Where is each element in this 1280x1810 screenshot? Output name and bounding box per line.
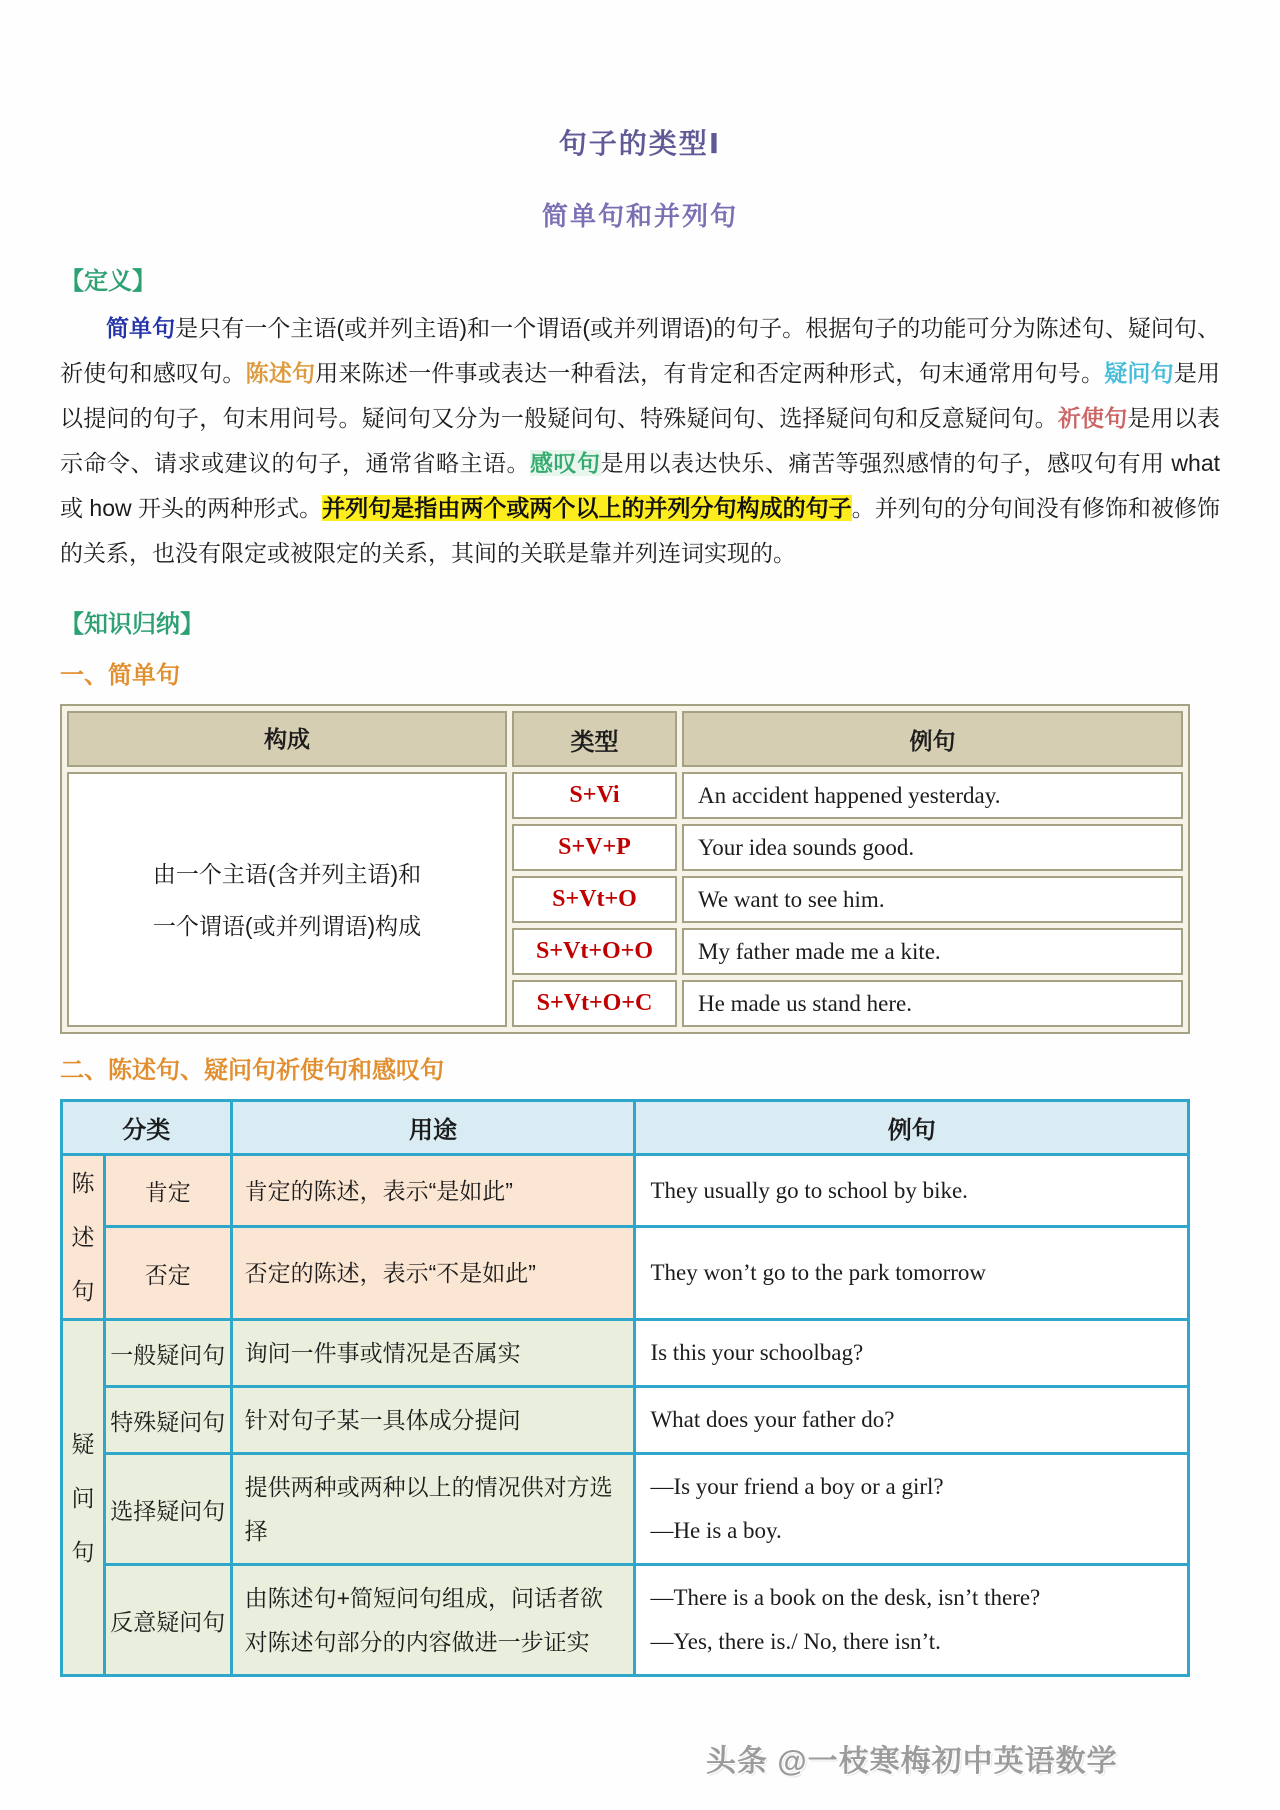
table-header-row (62, 1101, 1189, 1155)
column-header-usage: 用途 (231, 1101, 635, 1155)
page-subtitle: 简单句和并列句 (541, 201, 738, 231)
definition-text: 是用以表达快乐、痛苦等强烈感情的句子，感叹句有用 what 或 how 开头的两种形式。 (60, 450, 1221, 521)
example-line: —Is your friend a boy or a girl? (650, 1474, 944, 1500)
column-header-example: 例句 (635, 1101, 1189, 1155)
table-header-row (67, 711, 1183, 767)
example-cell: What does your father do? (635, 1387, 1189, 1454)
page-title: 句子的类型Ⅰ (558, 128, 722, 159)
column-header-structure: 构成 (67, 711, 507, 767)
example-line: —There is a book on the desk, isn’t there? (650, 1585, 1041, 1611)
definition-paragraph (60, 306, 1220, 576)
usage-cell: 询问一件事或情况是否属实 (231, 1320, 635, 1387)
watermark: 头条 @一枝寒梅初中英语数学 (706, 1745, 1118, 1778)
structure-line: 由一个主语(含并列主语)和 (152, 860, 422, 887)
definition-text: 是用以表示命令、请求或建议的句子，通常省略主语。 (60, 405, 1221, 476)
formula-cell: S+Vt+O+C (512, 980, 677, 1027)
table-row (62, 1320, 1189, 1387)
keyword-declarative: 陈述句 (245, 360, 316, 386)
keyword-simple-sentence: 简单句 (106, 315, 176, 341)
column-header-type: 类型 (512, 711, 677, 767)
formula-cell: S+Vt+O+O (512, 928, 677, 975)
example-cell: My father made me a kite. (682, 928, 1183, 975)
table-row (62, 1227, 1189, 1320)
definition-text: 。并列句的分句间没有修饰和被修饰的关系，也没有限定或被限定的关系，其间的关联是靠并列连词实现的。 (60, 495, 1220, 566)
category-cell: 一般疑问句 (104, 1320, 231, 1387)
example-cell (635, 1565, 1189, 1676)
simple-sentence-table (60, 704, 1190, 1034)
keyword-exclamatory: 感叹句 (530, 450, 601, 476)
table-row (62, 1565, 1189, 1676)
table-row (62, 1155, 1189, 1227)
usage-cell: 由陈述句+简短问句组成，问话者欲对陈述句部分的内容做进一步证实 (231, 1565, 635, 1676)
table-row (62, 1454, 1189, 1565)
usage-cell: 提供两种或两种以上的情况供对方选择 (231, 1454, 635, 1565)
example-line: —Yes, there is./ No, there isn’t. (650, 1629, 941, 1655)
section2-heading: 二、陈述句、疑问句祈使句和感叹句 (60, 1057, 444, 1084)
example-cell: We want to see him. (682, 876, 1183, 923)
group-cell-declarative (62, 1155, 105, 1320)
example-cell: Is this your schoolbag? (635, 1320, 1189, 1387)
structure-cell (67, 772, 507, 1027)
formula-cell: S+V+P (512, 824, 677, 871)
usage-cell: 否定的陈述，表示“不是如此” (231, 1227, 635, 1320)
category-cell: 肯定 (104, 1155, 231, 1227)
section1-heading: 一、简单句 (60, 662, 180, 689)
category-cell: 选择疑问句 (104, 1454, 231, 1565)
definition-text: 是只有一个主语(或并列主语)和一个谓语(或并列谓语)的句子。根据句子的功能可分为陈述句、疑问句、祈使句和感叹句。 (60, 315, 1221, 386)
example-cell: An accident happened yesterday. (682, 772, 1183, 819)
column-header-category: 分类 (62, 1101, 232, 1155)
example-line: —He is a boy. (650, 1518, 782, 1544)
usage-cell: 针对句子某一具体成分提问 (231, 1387, 635, 1454)
formula-cell: S+Vt+O (512, 876, 677, 923)
knowledge-summary-heading: 【知识归纳】 (60, 611, 204, 638)
structure-line: 一个谓语(或并列谓语)构成 (152, 912, 422, 939)
definition-heading: 【定义】 (60, 268, 156, 295)
definition-text: 是用以提问的句子，句末用问号。疑问句又分为一般疑问句、特殊疑问句、选择疑问句和反意疑问句。 (60, 360, 1221, 431)
group-label: 陈述句 (71, 1170, 95, 1305)
group-label: 疑问句 (71, 1430, 95, 1565)
category-cell: 否定 (104, 1227, 231, 1320)
usage-cell: 肯定的陈述，表示“是如此” (231, 1155, 635, 1227)
example-cell: They usually go to school by bike. (635, 1155, 1189, 1227)
sentence-kinds-table (60, 1099, 1190, 1677)
formula-cell: S+Vi (512, 772, 677, 819)
table-row (67, 772, 1183, 819)
highlighted-compound-sentence-definition: 并列句是指由两个或两个以上的并列分句构成的句子 (322, 495, 852, 521)
table-row (62, 1387, 1189, 1454)
example-cell: Your idea sounds good. (682, 824, 1183, 871)
keyword-imperative: 祈使句 (1057, 405, 1128, 431)
group-cell-interrogative (62, 1320, 105, 1676)
example-cell: He made us stand here. (682, 980, 1183, 1027)
category-cell: 特殊疑问句 (104, 1387, 231, 1454)
keyword-interrogative: 疑问句 (1104, 360, 1174, 386)
example-cell: They won’t go to the park tomorrow (635, 1227, 1189, 1320)
column-header-example: 例句 (682, 711, 1183, 767)
example-cell (635, 1454, 1189, 1565)
category-cell: 反意疑问句 (104, 1565, 231, 1676)
definition-text: 用来陈述一件事或表达一种看法，有肯定和否定两种形式，句末通常用句号。 (315, 360, 1105, 386)
